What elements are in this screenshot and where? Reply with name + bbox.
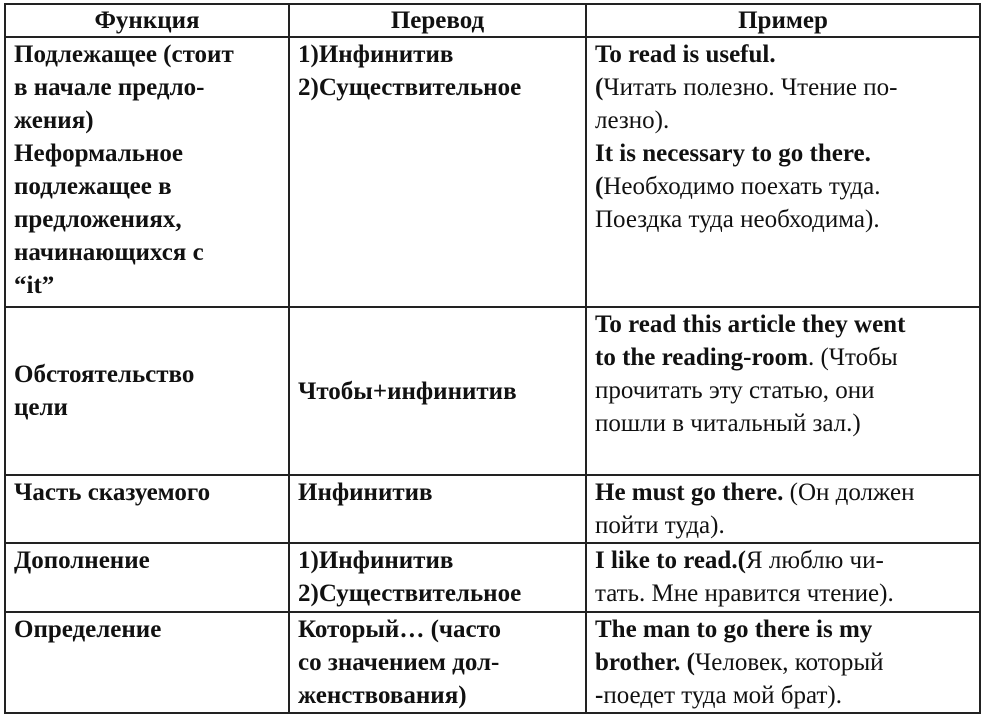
example-cell <box>586 475 980 543</box>
function-cell-line: в начале предло- <box>14 74 205 101</box>
example-line <box>595 509 971 542</box>
translation-cell <box>289 475 586 543</box>
example-line <box>595 137 971 170</box>
example-line <box>595 646 971 679</box>
example-cell <box>586 37 980 307</box>
infinitive-functions-table <box>4 3 981 714</box>
function-cell-line: Обстоятельство <box>14 361 195 388</box>
example-line <box>595 374 971 407</box>
translation-cell-line: 2)Существительное <box>298 74 522 101</box>
function-cell <box>5 543 289 612</box>
table-row <box>5 475 980 543</box>
function-cell-line: предложениях, <box>14 206 182 233</box>
example-line <box>595 544 971 577</box>
header-example: Пример <box>586 4 980 37</box>
function-cell-line: цели <box>14 394 68 421</box>
translation-cell-line: Который… (часто <box>298 616 502 643</box>
example-bold-text: He must go there. <box>595 479 784 506</box>
translation-cell <box>289 307 586 475</box>
example-line <box>595 203 971 236</box>
example-plain-text: мой брат). <box>732 682 842 709</box>
example-bold-text: It is necessary to go there. <box>595 140 871 167</box>
translation-cell-line: 2)Существительное <box>298 580 522 607</box>
example-plain-text: Необходимо поехать туда. <box>603 173 881 200</box>
example-bold-text: To read is useful. <box>595 41 776 68</box>
example-plain-text: Поездка туда необходима). <box>595 206 880 233</box>
table-row <box>5 37 980 307</box>
example-line <box>595 341 971 374</box>
table-row <box>5 612 980 713</box>
function-cell <box>5 475 289 543</box>
example-cell <box>586 307 980 475</box>
translation-cell-line: 1)Инфинитив <box>298 41 454 68</box>
example-cell <box>586 612 980 713</box>
header-row <box>5 4 980 37</box>
example-line <box>595 71 971 104</box>
example-bold-text: brother. ( <box>595 649 695 676</box>
example-plain-text: Я люблю чи- <box>745 547 884 574</box>
translation-cell-line: Чтобы+инфинитив <box>298 377 517 405</box>
function-cell-line: “it” <box>14 272 55 299</box>
function-cell <box>5 37 289 307</box>
function-cell-line: Неформальное <box>14 140 183 167</box>
example-bold-text: ( <box>595 173 604 200</box>
example-bold-text: ( <box>595 74 604 101</box>
function-cell-line: подлежащее в <box>14 173 172 200</box>
example-bold-text: - <box>595 682 604 709</box>
example-bold-text: To read this article they went <box>595 311 906 338</box>
example-plain-text: (Он должен <box>783 479 915 506</box>
example-line <box>595 104 971 137</box>
function-cell-line: начинающихся с <box>14 239 204 266</box>
example-line <box>595 679 971 712</box>
translation-cell <box>289 612 586 713</box>
example-plain-text: прочитать эту статью, они <box>595 377 875 404</box>
example-line <box>595 577 971 610</box>
example-plain-text: Человек, который <box>695 649 884 676</box>
table-row <box>5 307 980 475</box>
translation-cell-line: Инфинитив <box>298 479 433 506</box>
header-translation: Перевод <box>289 4 586 37</box>
example-plain-text: поедет туда <box>603 682 733 709</box>
translation-cell-line: женствования) <box>298 682 467 709</box>
example-cell <box>586 543 980 612</box>
function-cell <box>5 307 289 475</box>
example-plain-text: Читать полезно. Чтение по- <box>603 74 898 101</box>
function-cell <box>5 612 289 713</box>
example-plain-text: . (Чтобы <box>807 344 898 371</box>
header-function: Функция <box>5 4 289 37</box>
example-bold-text: to the reading-room <box>595 344 808 371</box>
function-cell-line: Часть сказуемого <box>14 479 211 506</box>
example-plain-text: тать. Мне нравится чтение). <box>595 580 894 607</box>
example-line <box>595 407 971 440</box>
function-cell-line: Определение <box>14 616 162 643</box>
example-line <box>595 38 971 71</box>
example-plain-text: пошли в читальный зал.) <box>595 410 861 437</box>
translation-cell <box>289 37 586 307</box>
example-plain-text: пойти туда). <box>595 512 725 539</box>
function-cell-line: Дополнение <box>14 547 150 574</box>
example-line <box>595 308 971 341</box>
example-plain-text: лезно). <box>595 107 670 134</box>
function-cell-line: жения) <box>14 107 94 134</box>
example-bold-text: The man to go there is my <box>595 616 873 643</box>
function-cell-line: Подлежащее (стоит <box>14 41 234 68</box>
translation-cell <box>289 543 586 612</box>
translation-cell-line: со значением дол- <box>298 649 500 676</box>
translation-cell-line: 1)Инфинитив <box>298 547 454 574</box>
example-bold-text: I like to read.( <box>595 547 746 574</box>
example-line <box>595 170 971 203</box>
example-line <box>595 613 971 646</box>
table-row <box>5 543 980 612</box>
example-line <box>595 476 971 509</box>
